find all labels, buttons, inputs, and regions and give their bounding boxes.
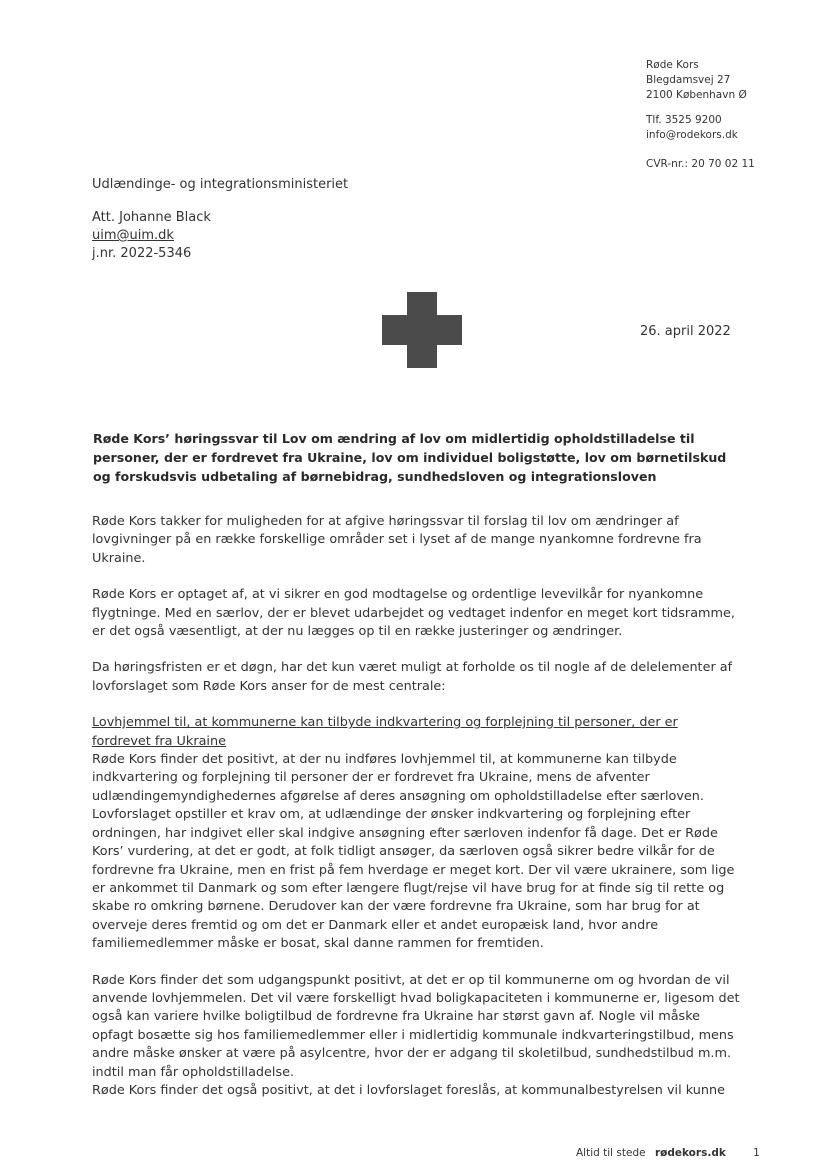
sender-email: info@rodekors.dk xyxy=(646,129,738,141)
footer-brand: rødekors.dk xyxy=(654,1147,726,1159)
footer-tagline: Altid til stede xyxy=(576,1147,646,1159)
section-heading: Lovhjemmel til, at kommunerne kan tilbyde indkvartering og forplejning til personer, der er fordrevet fra Ukraine xyxy=(92,715,678,749)
paragraph-municipalities: Røde Kors finder det som udgangspunkt positivt, at det er op til kommunerne om og hvordan de vil anvende lovhjemmelen. Det vil være forskelligt hvad boligkapaciteten i kommunerne er, ligesom det også kan variere hvilke boligtilbud de fordrevne fra Ukraine har størst gavn af. Nogle vil måske opfagt bosætte sig hos familiemedlemmer eller i midlertidig kommunale indkvarteringstilbud, mens andre måske ønsker at være på asylcentre, hvor der er adgang til skoletilbud, sundhedstilbud m.m. indtil man får opholdstilladelse. xyxy=(92,972,740,1080)
sender-address xyxy=(646,58,755,172)
paragraph-intro: Røde Kors takker for muligheden for at afgive høringssvar til forslag til lov om ændringer af lovgivninger på en række forskellige områder set i lyset af de mange nyankomne fordrevne fra Ukraine. xyxy=(92,514,702,566)
page-number: 1 xyxy=(753,1147,760,1159)
page-footer xyxy=(576,1147,760,1159)
recipient-email-link[interactable]: uim@uim.dk xyxy=(92,228,174,243)
sender-cvr: CVR-nr.: 20 70 02 11 xyxy=(646,158,755,170)
paragraph-deadline: Da høringsfristen er et døgn, har det kun været muligt at forholde os til nogle af de delelementer af lovforslaget som Røde Kors anser for de mest centrale: xyxy=(92,660,733,694)
sender-city: 2100 København Ø xyxy=(646,89,747,101)
letter-title: Røde Kors’ høringssvar til Lov om ændring af lov om midlertidig opholdstilladelse til personer, der er fordrevet fra Ukraine, lov om individuel boligstøtte, lov om børnetilskud og forskudsvis udbetaling af børnebidrag, sundhedsloven og integrationsloven xyxy=(93,431,727,484)
paragraph-reception: Røde Kors er optaget af, at vi sikrer en god modtagelse og ordentlige levevilkår for nyankomne flygtninge. Med en særlov, der er blevet udarbejdet og vedtaget indenfor en meget kort tidsramme, er det også væsentligt, at der nu lægges op til en række justeringer og ændringer. xyxy=(92,587,735,640)
letter-body xyxy=(92,513,740,1100)
recipient-journal: j.nr. 2022-5346 xyxy=(92,246,192,261)
recipient-attention: Att. Johanne Black xyxy=(92,210,211,225)
letter-date: 26. april 2022 xyxy=(640,324,731,339)
paragraph-council: Røde Kors finder det også positivt, at det i lovforslaget foreslås, at kommunalbestyrelsen vil kunne xyxy=(92,1082,725,1098)
sender-org: Røde Kors xyxy=(646,59,699,71)
sender-phone: Tlf. 3525 9200 xyxy=(646,114,722,126)
paragraph-legal-basis: Røde Kors finder det positivt, at der nu indføres lovhjemmel til, at kommunerne kan tilbyde indkvartering og forplejning til personer der er fordrevet fra Ukraine, mens de afventer udlændingemyndighedernes afgørelse af deres ansøgning om opholdstilladelse efter særloven. Lovforslaget opstiller et krav om, at udlændinge der ønsker indkvartering og forplejning efter ordningen, har indgivet eller skal indgive ansøgning efter særloven indenfor få dage. Det er Røde Kors’ vurdering, at det er godt, at folk tidligt ansøger, da særloven også sikrer bedre vilkår for de fordrevne fra Ukraine, men en frist på fem hverdage er meget kort. Der vil være ukrainere, som lige er ankommet til Danmark og som efter længere flugt/rejse vil have brug for at finde sig til rette og skabe ro omkring børnene. Derudover kan der være fordrevne fra Ukraine, som har brug for at overveje deres fremtid og om det er Danmark eller et andet europæisk land, hvor andre familiemedlemmer måske er bosat, skal danne rammen for fremtiden. xyxy=(92,752,735,952)
recipient-address xyxy=(92,176,348,263)
red-cross-logo-icon xyxy=(382,292,462,368)
recipient-ministry: Udlændinge- og integrationsministeriet xyxy=(92,177,349,192)
sender-street: Blegdamsvej 27 xyxy=(646,74,731,86)
